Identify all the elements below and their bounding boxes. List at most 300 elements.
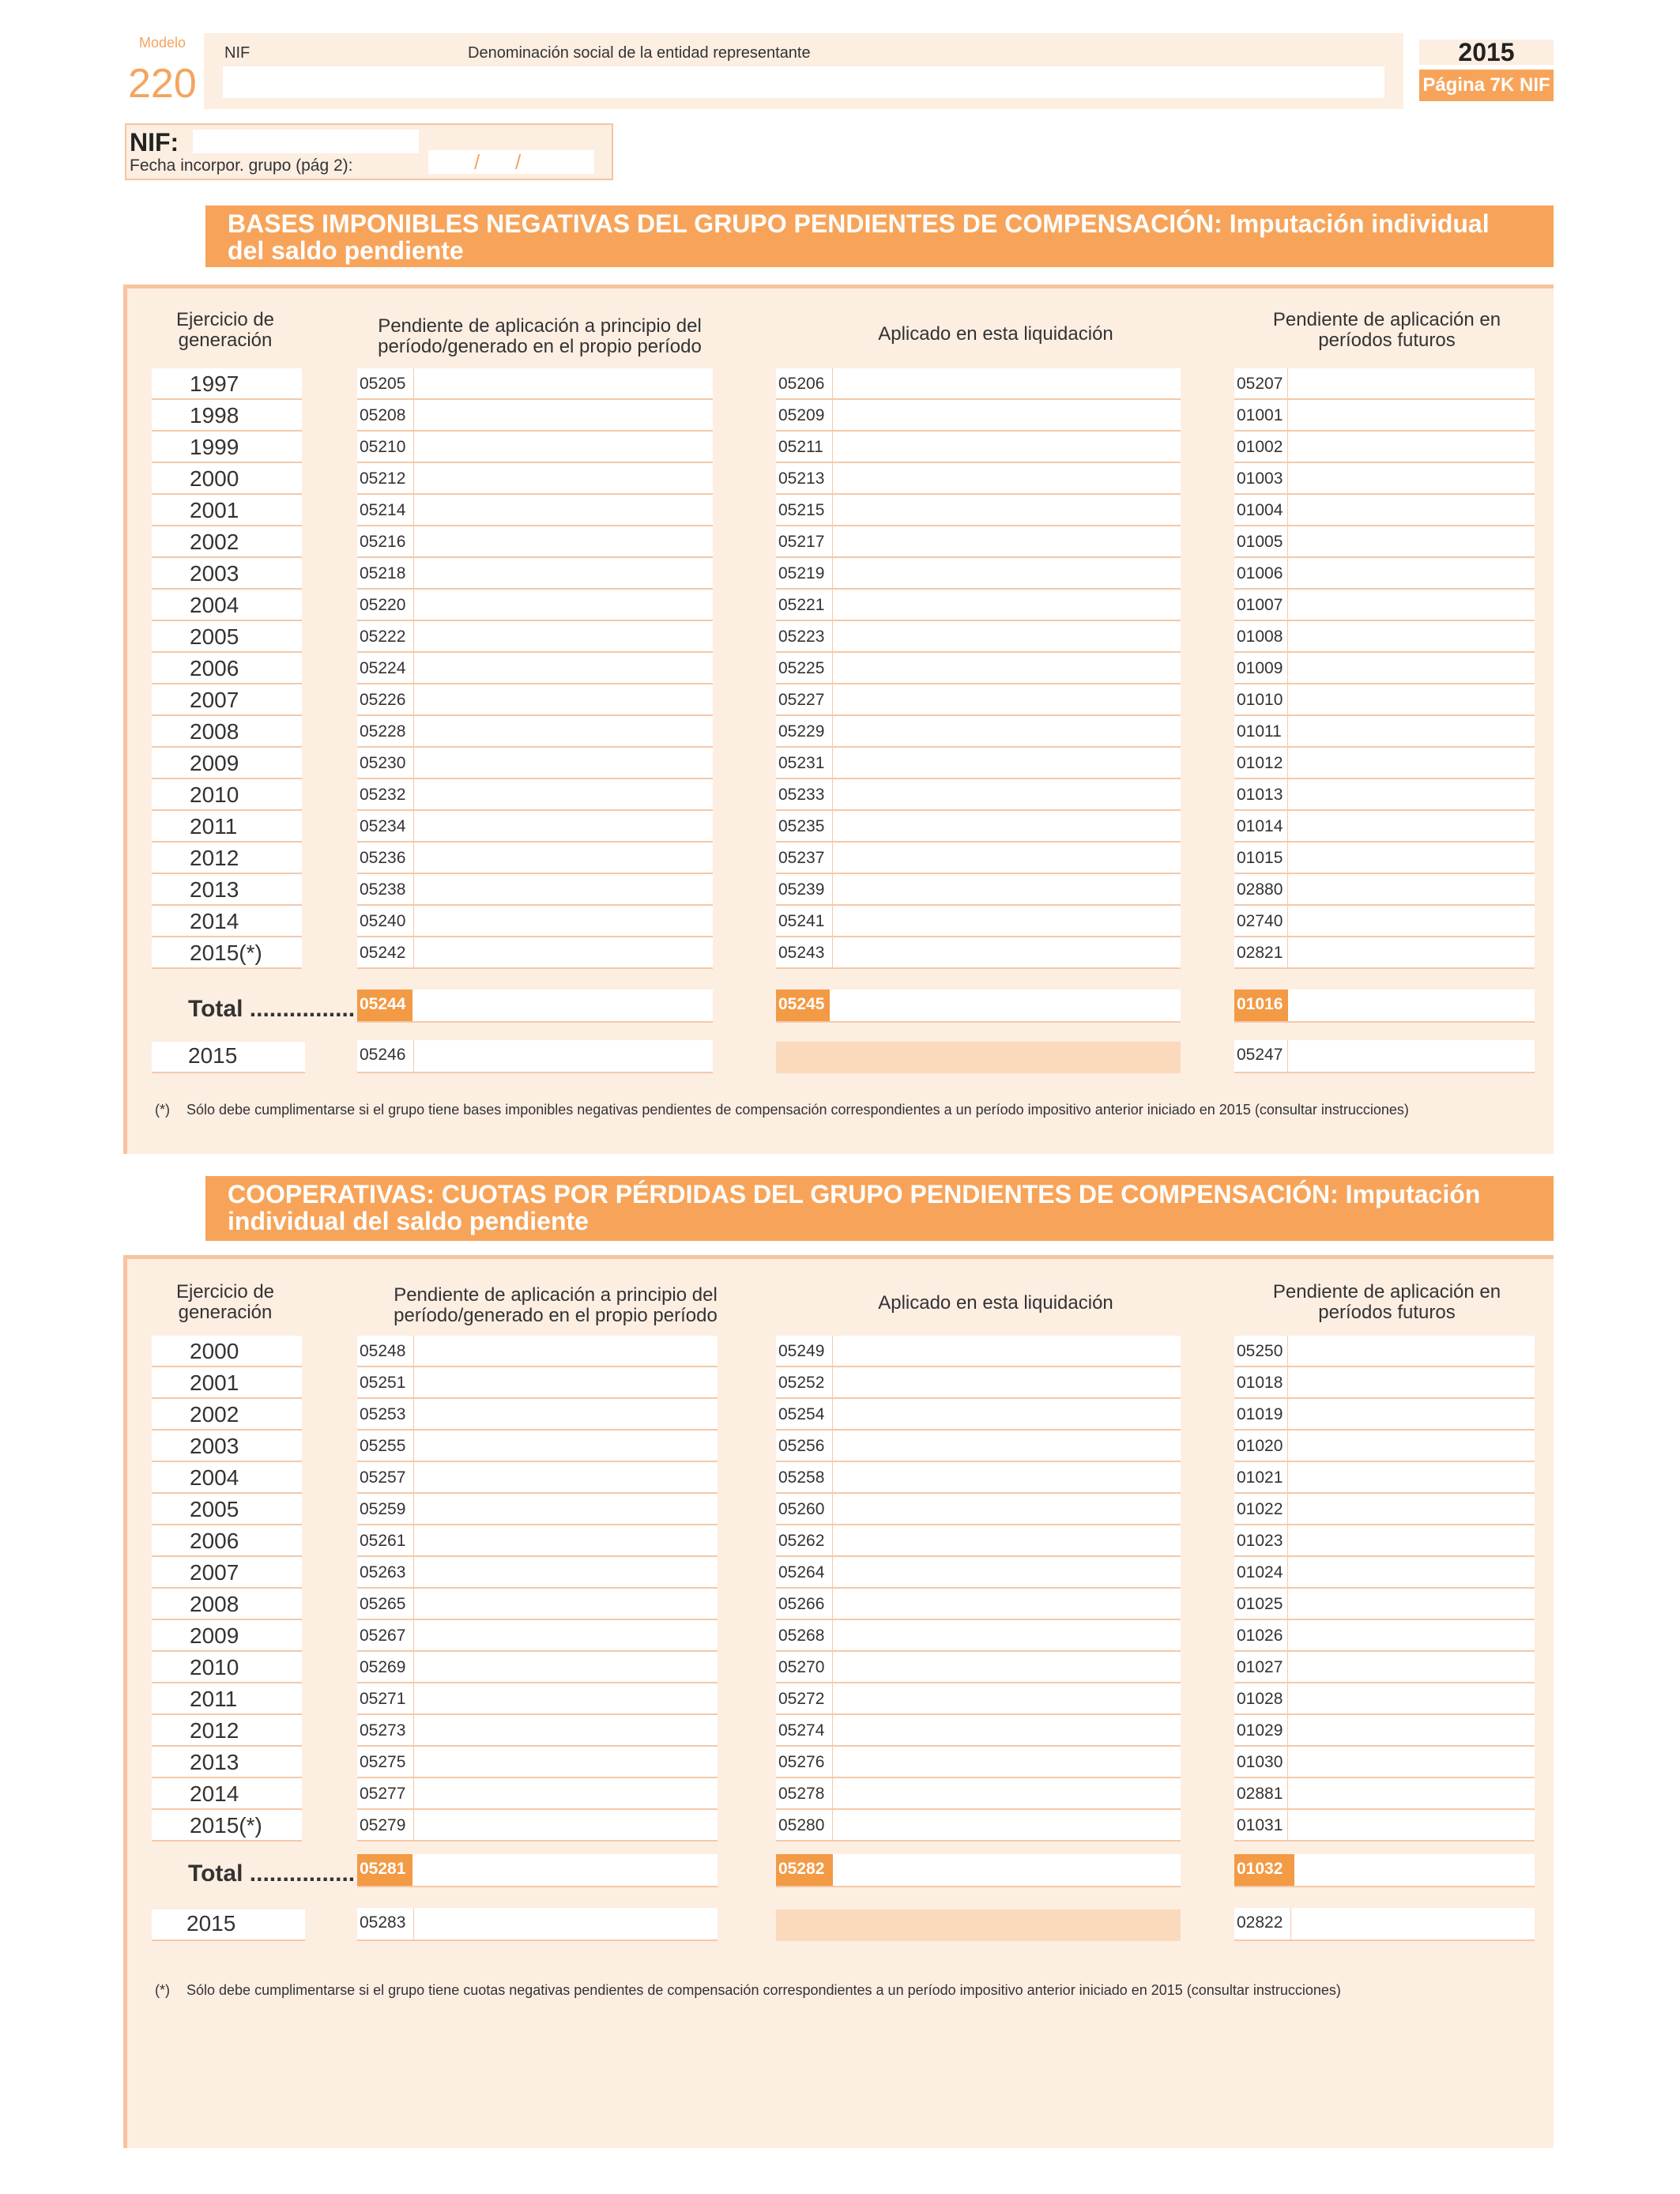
field-code: 05207 — [1234, 368, 1288, 398]
aplicado-field[interactable] — [776, 621, 1181, 653]
pendiente-field[interactable] — [357, 495, 713, 526]
s1-last-field-1[interactable] — [357, 1040, 713, 1073]
year-cell: 2015(*) — [152, 1810, 302, 1842]
field-code: 01027 — [1234, 1652, 1288, 1682]
year-cell: 2010 — [152, 779, 302, 811]
field-code: 01004 — [1234, 495, 1288, 525]
pendiente-field[interactable] — [357, 779, 713, 811]
field-code: 05270 — [776, 1652, 833, 1682]
field-code: 01005 — [1234, 526, 1288, 556]
pendiente-field[interactable] — [357, 843, 713, 874]
pendiente-field[interactable] — [357, 432, 713, 463]
field-code: 01026 — [1234, 1620, 1288, 1650]
field-code: 05211 — [776, 432, 833, 462]
field-code: 05215 — [776, 495, 833, 525]
futuros-field[interactable] — [1234, 495, 1535, 526]
s1-col-ejercicio: Ejercicio de generación — [175, 309, 275, 351]
aplicado-field[interactable] — [776, 1462, 1181, 1494]
aplicado-field[interactable] — [776, 937, 1181, 969]
field-code: 05258 — [776, 1462, 833, 1492]
aplicado-field[interactable] — [776, 1810, 1181, 1842]
s2-last-field-3[interactable] — [1234, 1908, 1535, 1941]
futuros-field[interactable] — [1234, 1778, 1535, 1810]
field-code: 01023 — [1234, 1525, 1288, 1555]
field-code: 05260 — [776, 1494, 833, 1524]
field-code: 05221 — [776, 590, 833, 620]
field-code: 05217 — [776, 526, 833, 556]
field-code: 05234 — [357, 811, 414, 841]
futuros-field[interactable] — [1234, 1810, 1535, 1842]
field-code: 05208 — [357, 400, 414, 430]
futuros-field[interactable] — [1234, 811, 1535, 843]
year-cell: 2010 — [152, 1652, 302, 1683]
field-code: 01008 — [1234, 621, 1288, 651]
field-code: 05228 — [357, 716, 414, 746]
field-code: 05232 — [357, 779, 414, 809]
field-code: 01019 — [1234, 1399, 1288, 1429]
field-code: 05251 — [357, 1367, 414, 1397]
futuros-field[interactable] — [1234, 653, 1535, 684]
aplicado-field[interactable] — [776, 1683, 1181, 1715]
futuros-field[interactable] — [1234, 874, 1535, 906]
s1-note: Sólo debe cumplimentarse si el grupo tiene bases imponibles negativas pendientes de compensación correspondientes a un período impositivo anterior iniciado en 2015 (consultar instrucciones) — [186, 1102, 1409, 1118]
field-code: 05267 — [357, 1620, 414, 1650]
field-code: 05222 — [357, 621, 414, 651]
futuros-field[interactable] — [1234, 937, 1535, 969]
field-code: 01006 — [1234, 558, 1288, 588]
field-code: 05235 — [776, 811, 833, 841]
field-code: 05241 — [776, 906, 833, 936]
year-cell: 2006 — [152, 653, 302, 684]
pendiente-field[interactable] — [357, 1715, 718, 1747]
aplicado-field[interactable] — [776, 1336, 1181, 1367]
year-cell: 2009 — [152, 1620, 302, 1652]
modelo-label: Modelo — [139, 35, 186, 51]
s1-col-pendiente: Pendiente de aplicación a principio del período/generado en el propio período — [378, 315, 702, 357]
futuros-field[interactable] — [1234, 463, 1535, 495]
year-cell: 2014 — [152, 1778, 302, 1810]
field-code: 05219 — [776, 558, 833, 588]
field-code: 01014 — [1234, 811, 1288, 841]
futuros-field[interactable] — [1234, 621, 1535, 653]
futuros-field[interactable] — [1234, 1462, 1535, 1494]
field-code: 05229 — [776, 716, 833, 746]
field-code: 01031 — [1234, 1810, 1288, 1840]
field-code: 01025 — [1234, 1589, 1288, 1619]
denominacion-field[interactable] — [466, 66, 1384, 98]
futuros-field[interactable] — [1234, 1715, 1535, 1747]
year-cell: 2000 — [152, 1336, 302, 1367]
pendiente-field[interactable] — [357, 368, 713, 400]
year-cell: 2014 — [152, 906, 302, 937]
pendiente-field[interactable] — [357, 463, 713, 495]
field-code: 01009 — [1234, 653, 1288, 683]
nif-big-label: NIF: — [130, 128, 179, 156]
field-code: 01002 — [1234, 432, 1288, 462]
nif-big-field[interactable] — [193, 130, 419, 153]
pendiente-field[interactable] — [357, 1462, 718, 1494]
year-badge: 2015 — [1419, 40, 1554, 65]
aplicado-field[interactable] — [776, 1652, 1181, 1683]
field-code: 05253 — [357, 1399, 414, 1429]
year-cell: 2009 — [152, 748, 302, 779]
s2-total-field-3[interactable] — [1234, 1854, 1535, 1887]
s1-col-futuros: Pendiente de aplicación en períodos futuros — [1272, 309, 1501, 351]
pendiente-field[interactable] — [357, 748, 713, 779]
field-code: 05220 — [357, 590, 414, 620]
field-code: 05278 — [776, 1778, 833, 1808]
pendiente-field[interactable] — [357, 811, 713, 843]
pendiente-field[interactable] — [357, 1810, 718, 1842]
year-cell: 2001 — [152, 1367, 302, 1399]
year-cell: 2002 — [152, 1399, 302, 1431]
field-code: 05209 — [776, 400, 833, 430]
field-code: 05237 — [776, 843, 833, 873]
date-separator: / — [474, 150, 480, 174]
field-code: 01020 — [1234, 1431, 1288, 1461]
field-code: 05276 — [776, 1747, 833, 1777]
nif-box — [125, 123, 613, 180]
field-code: 01029 — [1234, 1715, 1288, 1745]
pendiente-field[interactable] — [357, 684, 713, 716]
s1-total-field-3[interactable] — [1234, 990, 1535, 1023]
field-code: 05269 — [357, 1652, 414, 1682]
field-code: 05259 — [357, 1494, 414, 1524]
aplicado-field[interactable] — [776, 1525, 1181, 1557]
field-code: 05214 — [357, 495, 414, 525]
field-code: 05216 — [357, 526, 414, 556]
aplicado-field[interactable] — [776, 1589, 1181, 1620]
pendiente-field[interactable] — [357, 1399, 718, 1431]
pendiente-field[interactable] — [357, 1431, 718, 1462]
futuros-field[interactable] — [1234, 590, 1535, 621]
year-cell: 1998 — [152, 400, 302, 432]
field-code: 05261 — [357, 1525, 414, 1555]
futuros-field[interactable] — [1234, 1399, 1535, 1431]
pendiente-field[interactable] — [357, 1652, 718, 1683]
year-cell: 2005 — [152, 1494, 302, 1525]
field-code: 05223 — [776, 621, 833, 651]
field-code: 01001 — [1234, 400, 1288, 430]
fecha-label: Fecha incorpor. grupo (pág 2): — [130, 156, 353, 175]
aplicado-field[interactable] — [776, 1431, 1181, 1462]
pendiente-field[interactable] — [357, 1367, 718, 1399]
field-code: 05256 — [776, 1431, 833, 1461]
futuros-field[interactable] — [1234, 1747, 1535, 1778]
field-code: 02740 — [1234, 906, 1288, 936]
field-code: 05279 — [357, 1810, 414, 1840]
pendiente-field[interactable] — [357, 400, 713, 432]
s2-col-ejercicio: Ejercicio de generación — [175, 1281, 275, 1323]
nif-label: NIF — [224, 44, 250, 62]
year-cell: 2011 — [152, 811, 302, 843]
aplicado-field[interactable] — [776, 779, 1181, 811]
field-code: 05252 — [776, 1367, 833, 1397]
date-separator: / — [515, 150, 522, 174]
pendiente-field[interactable] — [357, 1589, 718, 1620]
futuros-field[interactable] — [1234, 1431, 1535, 1462]
aplicado-field[interactable] — [776, 526, 1181, 558]
field-code: 05227 — [776, 684, 833, 714]
s1-total-field-1[interactable] — [357, 990, 713, 1023]
field-code: 05231 — [776, 748, 833, 778]
year-cell: 2012 — [152, 1715, 302, 1747]
field-code: 05250 — [1234, 1336, 1288, 1366]
field-code: 05206 — [776, 368, 833, 398]
field-code: 01013 — [1234, 779, 1288, 809]
field-code: 01003 — [1234, 463, 1288, 493]
aplicado-field[interactable] — [776, 748, 1181, 779]
denominacion-label: Denominación social de la entidad representante — [468, 44, 811, 62]
s1-total-field-2[interactable] — [776, 990, 1181, 1023]
field-code: 05240 — [357, 906, 414, 936]
field-code: 05239 — [776, 874, 833, 904]
field-code: 05272 — [776, 1683, 833, 1713]
field-code: 05268 — [776, 1620, 833, 1650]
futuros-field[interactable] — [1234, 368, 1535, 400]
field-code: 05271 — [357, 1683, 414, 1713]
s1-last-field-2-disabled — [776, 1042, 1181, 1073]
futuros-field[interactable] — [1234, 1683, 1535, 1715]
s1-last-code-3: 05247 — [1234, 1040, 1288, 1072]
field-code: 01010 — [1234, 684, 1288, 714]
year-cell: 2007 — [152, 1557, 302, 1589]
pendiente-field[interactable] — [357, 558, 713, 590]
field-code: 05212 — [357, 463, 414, 493]
field-code: 05210 — [357, 432, 414, 462]
pendiente-field[interactable] — [357, 621, 713, 653]
aplicado-field[interactable] — [776, 495, 1181, 526]
s2-total-label: Total ................ — [188, 1860, 356, 1887]
aplicado-field[interactable] — [776, 590, 1181, 621]
field-code: 05226 — [357, 684, 414, 714]
s2-total-code-3: 01032 — [1234, 1854, 1294, 1886]
year-cell: 2003 — [152, 1431, 302, 1462]
pendiente-field[interactable] — [357, 590, 713, 621]
field-code: 05263 — [357, 1557, 414, 1587]
s2-last-field-1[interactable] — [357, 1908, 718, 1941]
s2-last-year: 2015 — [152, 1909, 305, 1941]
field-code: 01024 — [1234, 1557, 1288, 1587]
futuros-field[interactable] — [1234, 684, 1535, 716]
s2-total-field-1[interactable] — [357, 1854, 718, 1887]
field-code: 01012 — [1234, 748, 1288, 778]
field-code: 05238 — [357, 874, 414, 904]
aplicado-field[interactable] — [776, 684, 1181, 716]
field-code: 05213 — [776, 463, 833, 493]
s2-last-code-3: 02822 — [1234, 1908, 1291, 1940]
aplicado-field[interactable] — [776, 1399, 1181, 1431]
field-code: 05254 — [776, 1399, 833, 1429]
pendiente-field[interactable] — [357, 906, 713, 937]
aplicado-field[interactable] — [776, 1557, 1181, 1589]
year-cell: 2004 — [152, 1462, 302, 1494]
futuros-field[interactable] — [1234, 526, 1535, 558]
pendiente-field[interactable] — [357, 874, 713, 906]
pendiente-field[interactable] — [357, 1525, 718, 1557]
s1-last-year: 2015 — [152, 1042, 305, 1073]
field-code: 05249 — [776, 1336, 833, 1366]
section1-title: BASES IMPONIBLES NEGATIVAS DEL GRUPO PENDIENTES DE COMPENSACIÓN: Imputación individual del saldo pendiente — [205, 205, 1554, 267]
futuros-field[interactable] — [1234, 558, 1535, 590]
aplicado-field[interactable] — [776, 1620, 1181, 1652]
futuros-field[interactable] — [1234, 779, 1535, 811]
s2-note: Sólo debe cumplimentarse si el grupo tiene cuotas negativas pendientes de compensación correspondientes a un período impositivo anterior iniciado en 2015 (consultar instrucciones) — [186, 1982, 1341, 1998]
field-code: 05266 — [776, 1589, 833, 1619]
year-cell: 2013 — [152, 874, 302, 906]
field-code: 02880 — [1234, 874, 1288, 904]
pendiente-field[interactable] — [357, 1494, 718, 1525]
field-code: 01015 — [1234, 843, 1288, 873]
aplicado-field[interactable] — [776, 716, 1181, 748]
pendiente-field[interactable] — [357, 526, 713, 558]
pendiente-field[interactable] — [357, 653, 713, 684]
pendiente-field[interactable] — [357, 937, 713, 969]
s1-note-mark: (*) — [155, 1102, 170, 1118]
aplicado-field[interactable] — [776, 1747, 1181, 1778]
futuros-field[interactable] — [1234, 1620, 1535, 1652]
futuros-field[interactable] — [1234, 400, 1535, 432]
year-cell: 2007 — [152, 684, 302, 716]
header-panel — [204, 33, 1403, 109]
field-code: 05218 — [357, 558, 414, 588]
field-code: 05236 — [357, 843, 414, 873]
field-code: 05280 — [776, 1810, 833, 1840]
s1-total-code-3: 01016 — [1234, 990, 1288, 1021]
aplicado-field[interactable] — [776, 1494, 1181, 1525]
field-code: 05233 — [776, 779, 833, 809]
field-code: 05273 — [357, 1715, 414, 1745]
field-code: 05262 — [776, 1525, 833, 1555]
pendiente-field[interactable] — [357, 716, 713, 748]
field-code: 05277 — [357, 1778, 414, 1808]
futuros-field[interactable] — [1234, 748, 1535, 779]
s1-last-field-3[interactable] — [1234, 1040, 1535, 1073]
year-cell: 1997 — [152, 368, 302, 400]
year-cell: 2000 — [152, 463, 302, 495]
year-cell: 2008 — [152, 716, 302, 748]
futuros-field[interactable] — [1234, 1652, 1535, 1683]
year-cell: 2008 — [152, 1589, 302, 1620]
pagina-badge: Página 7K NIF — [1419, 70, 1554, 101]
field-code: 02821 — [1234, 937, 1288, 967]
aplicado-field[interactable] — [776, 463, 1181, 495]
field-code: 05257 — [357, 1462, 414, 1492]
year-cell: 1999 — [152, 432, 302, 463]
futuros-field[interactable] — [1234, 1494, 1535, 1525]
year-cell: 2011 — [152, 1683, 302, 1715]
s2-note-mark: (*) — [155, 1982, 170, 1998]
aplicado-field[interactable] — [776, 843, 1181, 874]
year-cell: 2003 — [152, 558, 302, 590]
s1-total-code-1: 05244 — [357, 990, 412, 1021]
pendiente-field[interactable] — [357, 1778, 718, 1810]
field-code: 05205 — [357, 368, 414, 398]
futuros-field[interactable] — [1234, 1589, 1535, 1620]
field-code: 01007 — [1234, 590, 1288, 620]
field-code: 05264 — [776, 1557, 833, 1587]
field-code: 05225 — [776, 653, 833, 683]
aplicado-field[interactable] — [776, 432, 1181, 463]
s2-col-pendiente: Pendiente de aplicación a principio del período/generado en el propio período — [394, 1284, 718, 1326]
year-cell: 2013 — [152, 1747, 302, 1778]
modelo-number: 220 — [128, 61, 197, 107]
field-code: 05265 — [357, 1589, 414, 1619]
aplicado-field[interactable] — [776, 874, 1181, 906]
s2-total-code-1: 05281 — [357, 1854, 412, 1886]
fecha-field[interactable] — [428, 150, 594, 174]
aplicado-field[interactable] — [776, 653, 1181, 684]
s1-last-code-1: 05246 — [357, 1040, 414, 1072]
field-code: 05242 — [357, 937, 414, 967]
field-code: 05248 — [357, 1336, 414, 1366]
field-code: 01021 — [1234, 1462, 1288, 1492]
s2-last-field-2-disabled — [776, 1909, 1181, 1941]
s2-last-code-1: 05283 — [357, 1908, 414, 1940]
futuros-field[interactable] — [1234, 716, 1535, 748]
s2-total-field-2[interactable] — [776, 1854, 1181, 1887]
s2-col-futuros: Pendiente de aplicación en períodos futuros — [1272, 1281, 1501, 1323]
futuros-field[interactable] — [1234, 906, 1535, 937]
futuros-field[interactable] — [1234, 1557, 1535, 1589]
aplicado-field[interactable] — [776, 1778, 1181, 1810]
futuros-field[interactable] — [1234, 432, 1535, 463]
field-code: 05275 — [357, 1747, 414, 1777]
aplicado-field[interactable] — [776, 906, 1181, 937]
field-code: 05243 — [776, 937, 833, 967]
field-code: 05230 — [357, 748, 414, 778]
field-code: 01030 — [1234, 1747, 1288, 1777]
s1-total-label: Total ................ — [188, 996, 356, 1022]
pendiente-field[interactable] — [357, 1557, 718, 1589]
field-code: 05255 — [357, 1431, 414, 1461]
pendiente-field[interactable] — [357, 1336, 718, 1367]
year-cell: 2005 — [152, 621, 302, 653]
s1-total-code-2: 05245 — [776, 990, 830, 1021]
year-cell: 2002 — [152, 526, 302, 558]
year-cell: 2006 — [152, 1525, 302, 1557]
year-cell: 2001 — [152, 495, 302, 526]
aplicado-field[interactable] — [776, 558, 1181, 590]
pendiente-field[interactable] — [357, 1620, 718, 1652]
aplicado-field[interactable] — [776, 400, 1181, 432]
pendiente-field[interactable] — [357, 1683, 718, 1715]
field-code: 05274 — [776, 1715, 833, 1745]
aplicado-field[interactable] — [776, 1367, 1181, 1399]
aplicado-field[interactable] — [776, 368, 1181, 400]
futuros-field[interactable] — [1234, 843, 1535, 874]
field-code: 01028 — [1234, 1683, 1288, 1713]
pendiente-field[interactable] — [357, 1747, 718, 1778]
s2-col-aplicado: Aplicado en esta liquidación — [878, 1292, 1113, 1314]
aplicado-field[interactable] — [776, 1715, 1181, 1747]
field-code: 02881 — [1234, 1778, 1288, 1808]
futuros-field[interactable] — [1234, 1336, 1535, 1367]
field-code: 01011 — [1234, 716, 1288, 746]
futuros-field[interactable] — [1234, 1367, 1535, 1399]
s1-col-aplicado: Aplicado en esta liquidación — [878, 323, 1113, 345]
futuros-field[interactable] — [1234, 1525, 1535, 1557]
field-code: 05224 — [357, 653, 414, 683]
aplicado-field[interactable] — [776, 811, 1181, 843]
year-cell: 2015(*) — [152, 937, 302, 969]
field-code: 01018 — [1234, 1367, 1288, 1397]
s2-total-code-2: 05282 — [776, 1854, 833, 1886]
field-code: 01022 — [1234, 1494, 1288, 1524]
year-cell: 2004 — [152, 590, 302, 621]
year-cell: 2012 — [152, 843, 302, 874]
section2-title: COOPERATIVAS: CUOTAS POR PÉRDIDAS DEL GRUPO PENDIENTES DE COMPENSACIÓN: Imputación individual del saldo pendiente — [205, 1176, 1554, 1241]
